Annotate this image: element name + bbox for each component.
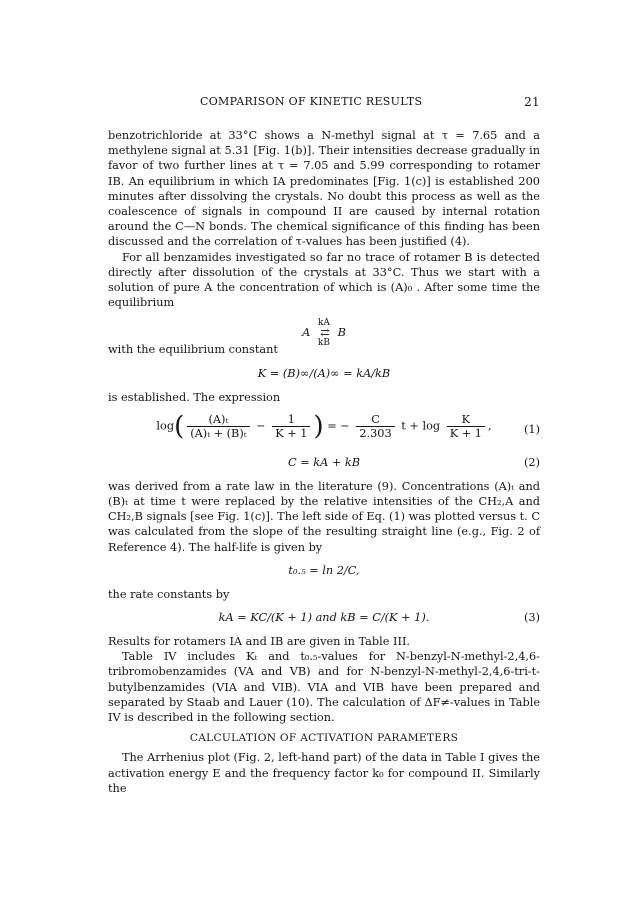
equation-1: log( $\frac{\text{(A)ₜ}}{\text{(A)ₜ + (B)ₜ}}$ − $\frac{1}{K + 1}$ ) = − $\frac{C}{2.303}$ t + log $\frac{K}{K + 1}$ , (1) [156,411,540,442]
paragraph-2: For all benzamides investigated so far no trace of rotamer B is detected directly after dissolution of the crystals at 33°C. Thus we start with a solution of pure A the concentration of which is (A)₀ . After some time the equilibrium [108,250,540,310]
paragraph-8: Table IV includes Kₜ and t₀.₅-values for N-benzyl-N-methyl-2,4,6-tribromobenzamides (VA and VB) and for N-benzyl-N-methyl-2,4,6-tri-t-butylbenzamides (VIA and VIB). VIA and VIB have been prepared and separated by Staab and Lauer (10). The calculation of ΔF≠-values in Table IV is described in the following section. [108,650,540,725]
equilibrium-equation: A kA ⇄ kB B [302,318,346,349]
equation-number-3: (3) [523,611,540,625]
running-title: COMPARISON OF KINETIC RESULTS [200,95,423,108]
page-number: 21 [524,95,540,109]
equation-2: C = kA + kB (2) [287,455,540,469]
equation-3: kA = KC/(K + 1) and kB = C/(K + 1). (3) [218,611,540,625]
body-text [108,128,540,796]
half-life-equation: t₀.₅ = ln 2/C, [288,563,360,577]
equation-number-1: (1) [523,422,540,436]
paragraph-5: was derived from a rate law in the literature (9). Concentrations (A)ₜ and (B)ₜ at time t were replaced by the relative intensities of the CH₂,A and CH₂,B signals [see Fig. 1(c)]. The left side of Eq. (1) was plotted versus t. C was calculated from the slope of the resulting straight line (e.g., Fig. 2 of Reference 4). The half-life is given by [108,479,540,554]
paragraph-3: with the equilibrium constant [108,343,278,357]
paragraph-7: Results for rotamers IA and IB are given in Table III. [108,635,411,649]
equilibrium-arrow-icon: ⇄ [320,326,328,340]
paragraph-1: benzotrichloride at 33°C shows a N-methyl signal at τ = 7.65 and a methylene signal at 5.31 [Fig. 1(b)]. Their intensities decrease gradually in favor of two further lines at τ = 7.05 and 5.99 corresponding to rotamer IB. An equilibrium in which IA predominates [Fig. 1(c)] is established 200 minutes after dissolving the crystals. No doubt this process as well as the coalescence of signals in compound II are caused by internal rotation around the C—N bonds. The chemical significance of this finding has been discussed and the correlation of τ-values has been justified (4). [108,129,540,249]
equilibrium-constant: K = (B)∞/(A)∞ = kA/kB [257,366,391,380]
equilibrium-arrows: kA ⇄ kB [317,318,330,349]
section-heading: CALCULATION OF ACTIVATION PARAMETERS [189,732,459,745]
paragraph-4: is established. The expression [108,390,281,404]
paragraph-9: The Arrhenius plot (Fig. 2, left-hand part) of the data in Table I gives the activation energy E and the frequency factor k₀ for compound II. Similarly the [108,751,540,795]
equation-number-2: (2) [523,455,540,469]
paragraph-6: the rate constants by [108,587,230,601]
